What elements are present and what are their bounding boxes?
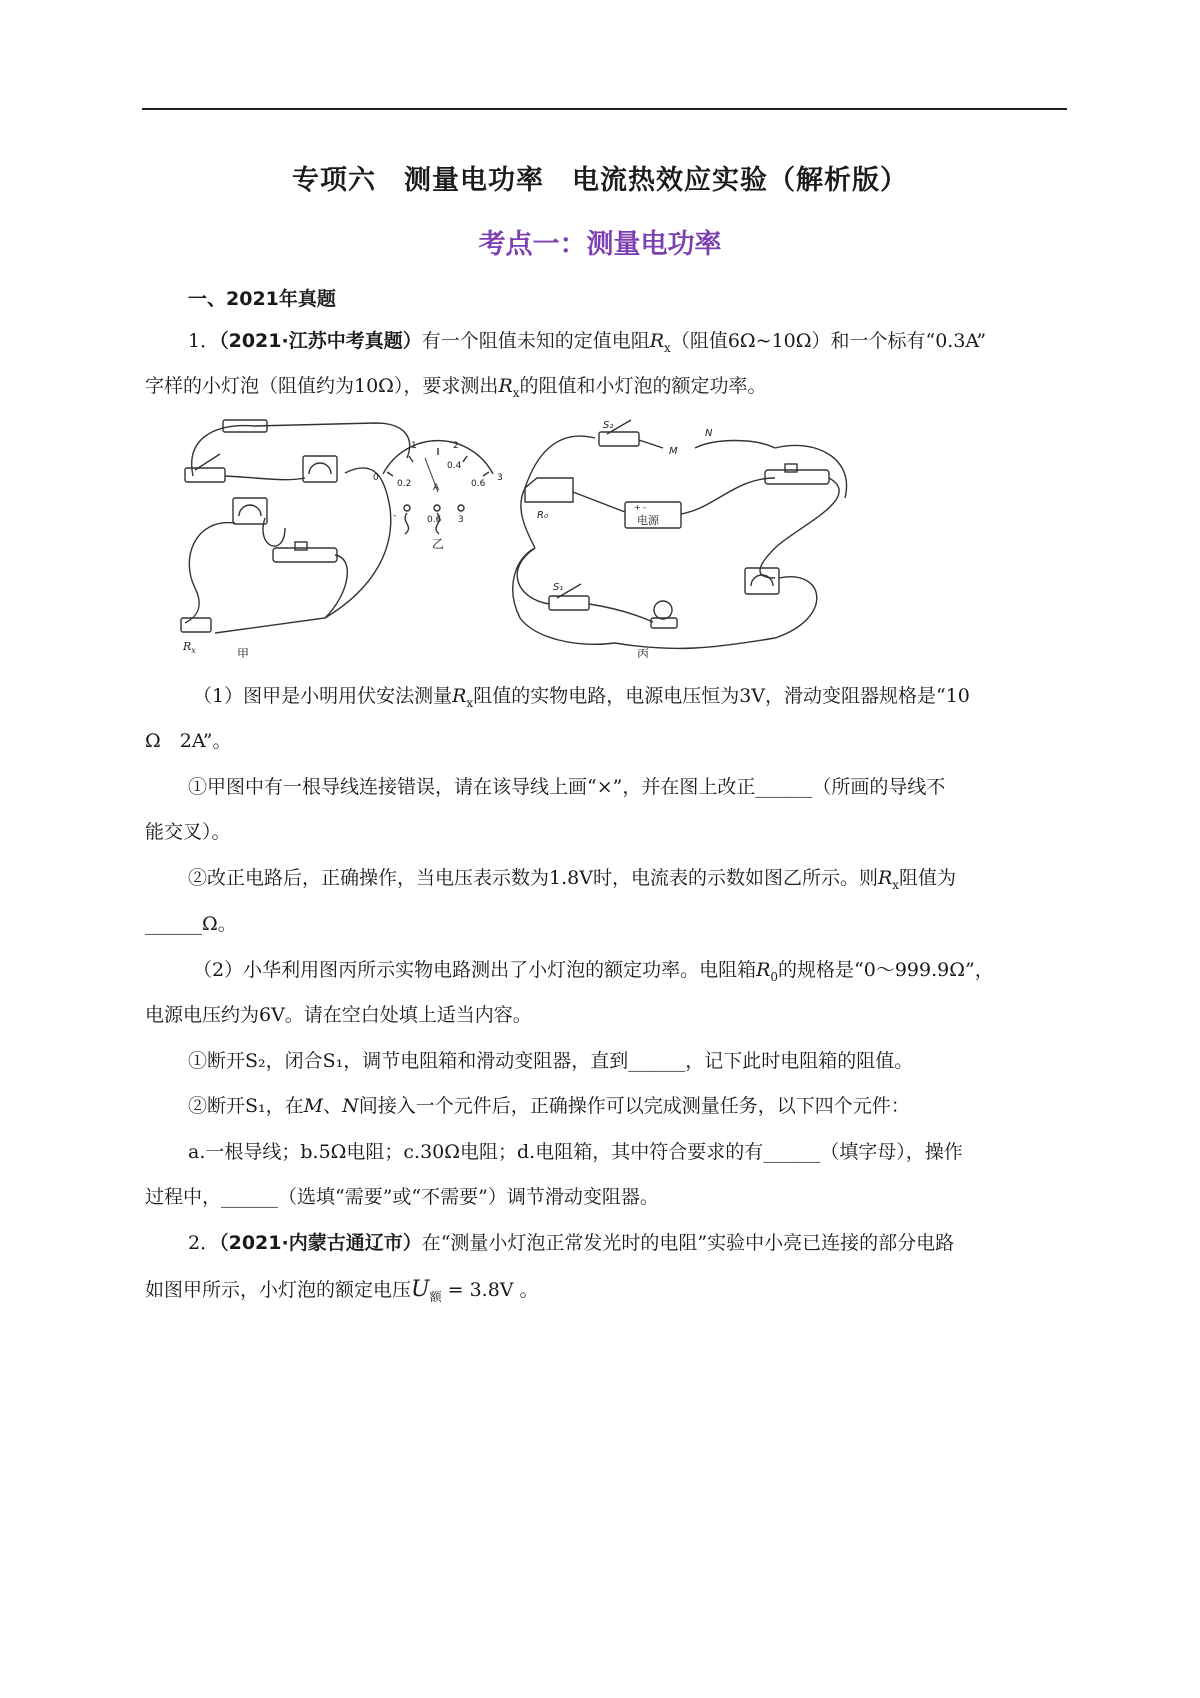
circuit-jia (181, 420, 410, 633)
symbol-u-sub: 额 (429, 1289, 442, 1304)
symbol-r: R (649, 330, 665, 352)
q1-number: 1． (188, 330, 220, 352)
label-source: 电源 (637, 514, 659, 527)
q1-text-a: 有一个阻值未知的定值电阻 (421, 330, 650, 352)
p2-a-line: ①断开S₂，闭合S₁，调节电阻箱和滑动变阻器，直到______，记下此时电阻箱的阻值。 (188, 1050, 914, 1072)
label-rx: R (183, 640, 192, 653)
terminal-06: 0.6 (427, 515, 442, 525)
terminal-minus: - (393, 511, 397, 521)
symbol-m: M (303, 1095, 324, 1117)
symbol-r0: R (756, 959, 771, 981)
p1-b-text-a: ②改正电路后，正确操作，当电压表示数为1.8V时，电流表的示数如图乙所示。则 (188, 867, 878, 889)
symbol-u: U (411, 1277, 430, 1302)
label-jia: 甲 (237, 647, 250, 658)
p2-text-b: 的规格是“0～999.9Ω”， (778, 959, 994, 981)
symbol-0-sub: 0 (770, 969, 779, 984)
p1-a-line-1: ①甲图中有一根导线连接错误，请在该导线上画“×”，并在图上改正______（所画的导线不 (188, 776, 946, 798)
symbol-x-sub: x (892, 877, 900, 892)
label-yi: 乙 (432, 537, 445, 551)
label-s1: S₁ (553, 582, 564, 593)
tick-top-3: 3 (497, 473, 503, 483)
voltmeter-icon (303, 456, 337, 482)
p2-line-1 (193, 956, 1113, 991)
p2-b-text-a: ②断开S₁，在 (188, 1095, 304, 1117)
q2-number: 2． (188, 1232, 220, 1254)
voltmeter-bing-icon (745, 568, 779, 594)
source-polarity: + - (634, 503, 647, 512)
tick-top-2: 2 (453, 441, 459, 451)
q1-source: （2021·江苏中考真题） (219, 330, 422, 352)
q1-text-c: 字样的小灯泡（阻值约为10Ω），要求测出 (145, 375, 499, 397)
symbol-r: R (498, 375, 513, 397)
p1-line-2: Ω 2A”。 (145, 730, 232, 752)
top-rule (142, 108, 1067, 110)
symbol-x-sub: x (512, 385, 520, 400)
meter-unit: A (433, 483, 440, 493)
resistance-box-icon (525, 478, 573, 502)
p1-b-text-b: 阻值为 (899, 867, 957, 889)
ammeter-icon (233, 498, 267, 524)
page-title: 专项六 测量电功率 电流热效应实验（解析版） (292, 165, 908, 196)
symbol-r: R (877, 867, 893, 889)
p1-text-b: 阻值的实物电路，电源电压恒为3V，滑动变阻器规格是“10 (473, 685, 970, 707)
bulb-icon (654, 601, 672, 619)
q2-text-c: = 3.8V 。 (441, 1279, 539, 1301)
q1-text-d: 的阻值和小灯泡的额定功率。 (519, 375, 767, 397)
p2-text-a: （2）小华利用图丙所示实物电路测出了小灯泡的额定功率。电阻箱 (193, 959, 757, 981)
section-heading: 一、2021年真题 (188, 288, 336, 310)
svg-text:Rx (182, 640, 196, 655)
q2-line-2 (145, 1276, 1065, 1311)
p2-b-line (188, 1092, 1065, 1120)
p2-line-2: 电源电压约为6V。请在空白处填上适当内容。 (145, 1004, 532, 1026)
label-r0: R₀ (537, 510, 548, 521)
tick-bottom-02: 0.2 (397, 479, 412, 489)
q2-text-a: 在“测量小灯泡正常发光时的电阻”实验中小亮已连接的部分电路 (421, 1232, 955, 1254)
p1-b-line-1 (188, 864, 1065, 899)
p1-text-a: （1）图甲是小明用伏安法测量 (193, 685, 453, 707)
label-s2: S₂ (603, 420, 614, 431)
terminal-3: 3 (458, 515, 464, 525)
q2-source: （2021·内蒙古通辽市） (219, 1232, 422, 1254)
p1-a-line-2: 能交叉）。 (145, 821, 231, 843)
symbol-x-sub: x (466, 695, 474, 710)
p1-b-line-2: ______Ω。 (145, 913, 237, 935)
tick-bottom-04: 0.4 (447, 461, 462, 471)
tick-top-0: 0 (373, 473, 379, 483)
switch-s1-icon (549, 596, 589, 610)
label-bing: 丙 (637, 647, 650, 658)
symbol-x-sub: x (664, 340, 671, 355)
label-m: M (669, 446, 678, 457)
q1-line-1 (188, 327, 1065, 362)
label-n: N (705, 428, 713, 439)
q2-text-b: 如图甲所示，小灯泡的额定电压 (145, 1279, 412, 1301)
p1-line-1 (193, 682, 1113, 717)
circuit-bing (513, 420, 847, 648)
resistor-rx-icon (181, 618, 211, 632)
switch-icon (185, 468, 225, 482)
symbol-n: N (342, 1095, 359, 1117)
circuit-figure (175, 418, 1055, 658)
p2-c-line-2: 过程中，______（选填“需要”或“不需要”）调节滑动变阻器。 (145, 1186, 659, 1208)
p2-b-sep: 、 (323, 1095, 343, 1117)
tick-bottom-06: 0.6 (471, 479, 486, 489)
q2-line-1 (188, 1229, 1065, 1257)
q1-text-b: （阻值6Ω~10Ω）和一个标有“0.3A” (670, 330, 987, 352)
label-rx-sub: x (191, 646, 196, 655)
p2-c-line-1: a.一根导线；b.5Ω电阻；c.30Ω电阻；d.电阻箱，其中符合要求的有______（填字母），操作 (188, 1141, 963, 1163)
symbol-r: R (452, 685, 467, 707)
section-subtitle: 考点一：测量电功率 (478, 229, 722, 260)
p2-b-text-b: 间接入一个元件后，正确操作可以完成测量任务，以下四个元件： (358, 1095, 910, 1117)
q1-line-2 (145, 372, 1065, 407)
switch-s2-icon (599, 432, 639, 446)
tick-top-1: 1 (411, 441, 417, 451)
